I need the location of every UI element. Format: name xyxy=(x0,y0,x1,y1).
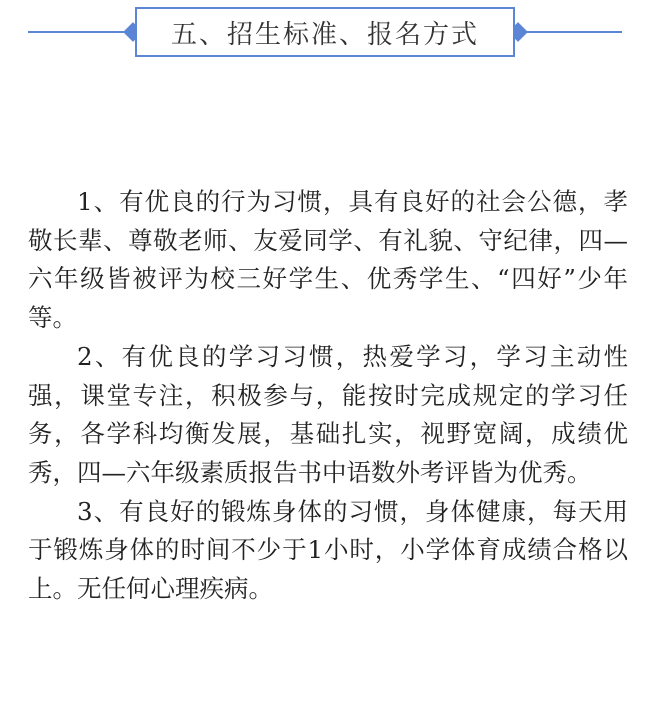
paragraph-3: 3、有良好的锻炼身体的习惯，身体健康，每天用于锻炼身体的时间不少于1小时，小学体育成绩合格以上。无任何心理疾病。 xyxy=(28,496,628,604)
section-title: 五、招生标准、报名方式 xyxy=(170,19,479,50)
paragraph-2: 2、有优良的学习习惯，热爱学习，学习主动性强，课堂专注，积极参与，能按时完成规定的学习任务，各学科均衡发展，基础扎实，视野宽阔，成绩优秀，四—六年级素质报告书中语数外考评皆为优秀。 xyxy=(28,341,628,487)
section-header xyxy=(0,0,650,66)
header-divider-left xyxy=(28,31,132,33)
paragraph-1: 1、有优良的行为习惯，具有良好的社会公德，孝敬长辈、尊敬老师、友爱同学、有礼貌、守纪律，四—六年级皆被评为校三好学生、优秀学生、“四好”少年等。 xyxy=(28,187,628,333)
article-body xyxy=(28,183,628,609)
header-divider-right xyxy=(522,31,622,33)
section-title-box xyxy=(135,7,515,57)
